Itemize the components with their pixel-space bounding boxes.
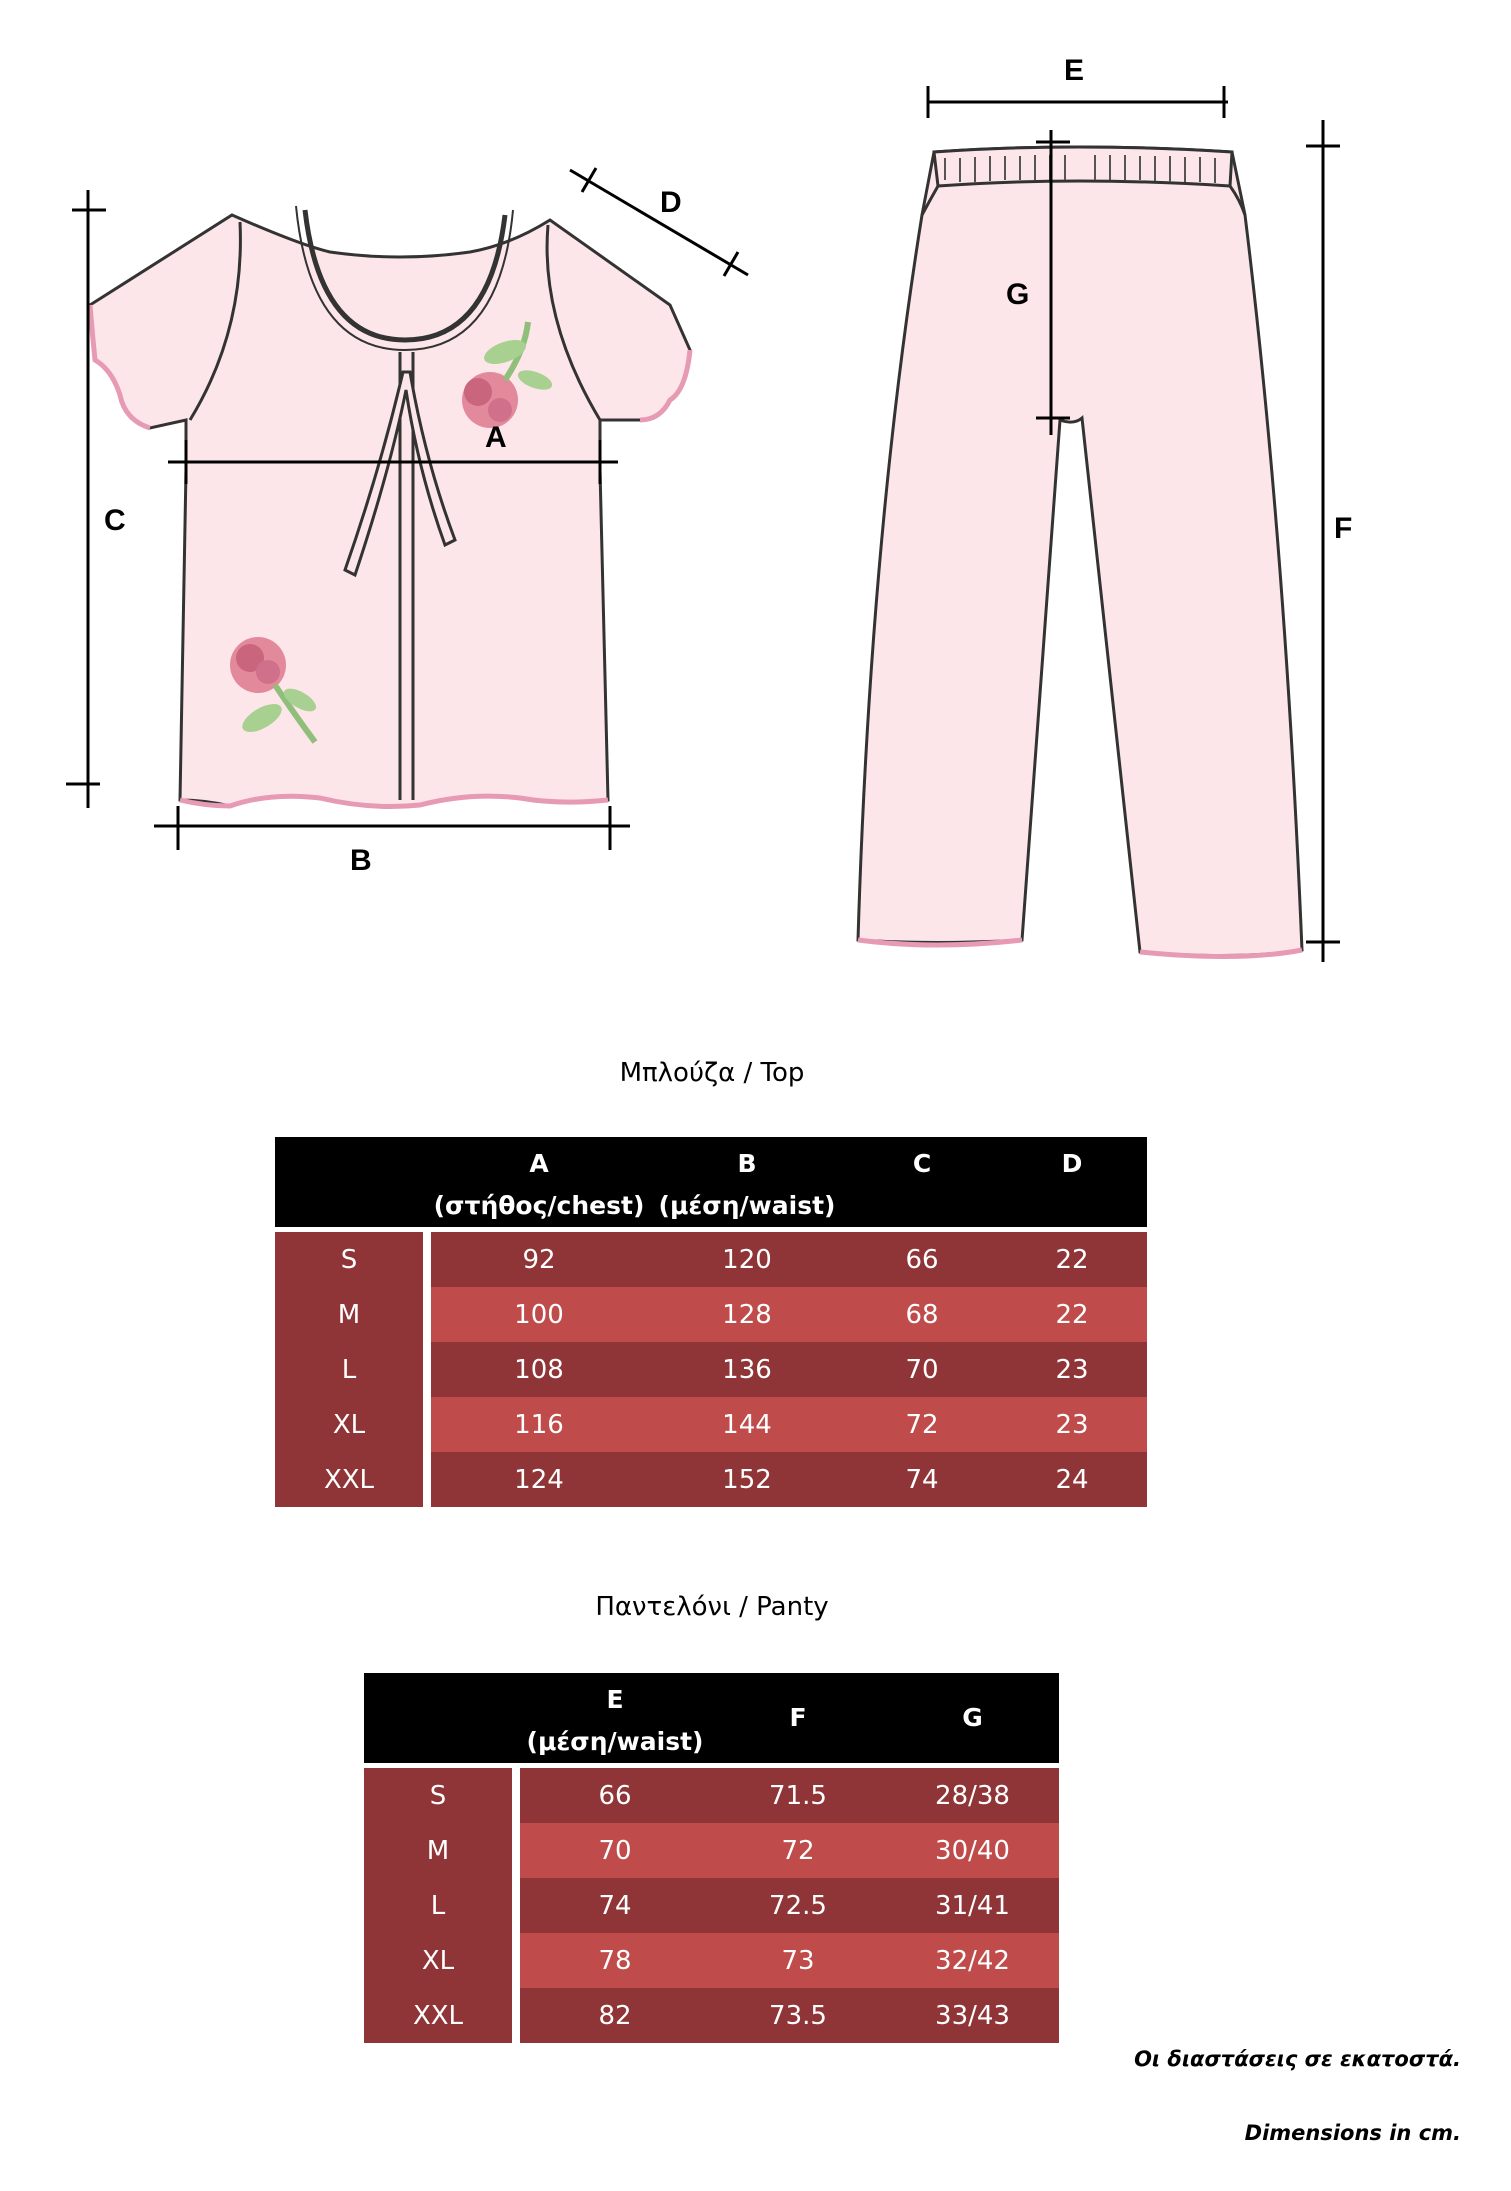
value-cell: 116 xyxy=(431,1397,647,1452)
value-cell: 73 xyxy=(710,1933,886,1988)
header-c: C xyxy=(847,1137,997,1227)
value-cell: 70 xyxy=(847,1342,997,1397)
dim-label-a: A xyxy=(485,421,507,454)
size-cell: S xyxy=(275,1227,431,1287)
value-cell: 23 xyxy=(997,1397,1147,1452)
value-cell: 152 xyxy=(647,1452,847,1507)
value-cell: 78 xyxy=(520,1933,710,1988)
top-table-header-row xyxy=(275,1137,1147,1227)
size-cell: XL xyxy=(275,1397,431,1452)
header-b: B (μέση/waist) xyxy=(647,1137,847,1227)
value-cell: 72 xyxy=(847,1397,997,1452)
value-cell: 70 xyxy=(520,1823,710,1878)
value-cell: 22 xyxy=(997,1287,1147,1342)
table-row xyxy=(364,1933,1059,1988)
table-row xyxy=(275,1397,1147,1452)
table-row xyxy=(364,1988,1059,2043)
value-cell: 100 xyxy=(431,1287,647,1342)
value-cell: 22 xyxy=(997,1227,1147,1287)
value-cell: 120 xyxy=(647,1227,847,1287)
dim-label-f: F xyxy=(1334,512,1353,545)
value-cell: 68 xyxy=(847,1287,997,1342)
dimensions-note-english: Dimensions in cm. xyxy=(1244,2121,1461,2145)
table-row xyxy=(364,1878,1059,1933)
value-cell: 124 xyxy=(431,1452,647,1507)
header-d: D xyxy=(997,1137,1147,1227)
size-cell: L xyxy=(364,1878,520,1933)
header-f: F xyxy=(710,1673,886,1763)
table-row xyxy=(275,1342,1147,1397)
value-cell: 30/40 xyxy=(886,1823,1059,1878)
header-size xyxy=(364,1673,520,1763)
value-cell: 73.5 xyxy=(710,1988,886,2043)
dim-label-b: B xyxy=(350,844,372,877)
value-cell: 144 xyxy=(647,1397,847,1452)
value-cell: 72.5 xyxy=(710,1878,886,1933)
value-cell: 128 xyxy=(647,1287,847,1342)
value-cell: 24 xyxy=(997,1452,1147,1507)
value-cell: 136 xyxy=(647,1342,847,1397)
dimensions-note-greek: Οι διαστάσεις σε εκατοστά. xyxy=(1134,2047,1461,2071)
value-cell: 74 xyxy=(520,1878,710,1933)
header-a: A (στήθος/chest) xyxy=(431,1137,647,1227)
value-cell: 23 xyxy=(997,1342,1147,1397)
header-size xyxy=(275,1137,431,1227)
size-cell: L xyxy=(275,1342,431,1397)
top-size-table xyxy=(275,1137,1147,1507)
header-g: G xyxy=(886,1673,1059,1763)
value-cell: 32/42 xyxy=(886,1933,1059,1988)
table-row xyxy=(275,1227,1147,1287)
value-cell: 72 xyxy=(710,1823,886,1878)
size-cell: XL xyxy=(364,1933,520,1988)
table-row xyxy=(275,1452,1147,1507)
value-cell: 71.5 xyxy=(710,1763,886,1823)
value-cell: 92 xyxy=(431,1227,647,1287)
value-cell: 66 xyxy=(520,1763,710,1823)
size-cell: XXL xyxy=(364,1988,520,2043)
blouse-illustration xyxy=(90,206,690,806)
dim-label-d: D xyxy=(660,186,682,219)
value-cell: 82 xyxy=(520,1988,710,2043)
size-cell: XXL xyxy=(275,1452,431,1507)
value-cell: 33/43 xyxy=(886,1988,1059,2043)
size-cell: S xyxy=(364,1763,520,1823)
pants-illustration xyxy=(858,147,1302,957)
size-cell: M xyxy=(275,1287,431,1342)
dim-label-g: G xyxy=(1006,278,1030,311)
value-cell: 31/41 xyxy=(886,1878,1059,1933)
size-cell: M xyxy=(364,1823,520,1878)
header-e: E (μέση/waist) xyxy=(520,1673,710,1763)
value-cell: 28/38 xyxy=(886,1763,1059,1823)
top-table-title: Μπλούζα / Top xyxy=(619,1058,805,1088)
garment-measurement-diagram xyxy=(0,0,1511,1000)
pants-table-header-row xyxy=(364,1673,1059,1763)
value-cell: 74 xyxy=(847,1452,997,1507)
table-row xyxy=(364,1763,1059,1823)
dim-label-c: C xyxy=(104,504,126,537)
pants-size-table xyxy=(364,1673,1059,2043)
pants-table-title: Παντελόνι / Panty xyxy=(595,1592,829,1622)
table-row xyxy=(364,1823,1059,1878)
value-cell: 108 xyxy=(431,1342,647,1397)
table-row xyxy=(275,1287,1147,1342)
value-cell: 66 xyxy=(847,1227,997,1287)
dim-label-e: E xyxy=(1064,54,1085,87)
